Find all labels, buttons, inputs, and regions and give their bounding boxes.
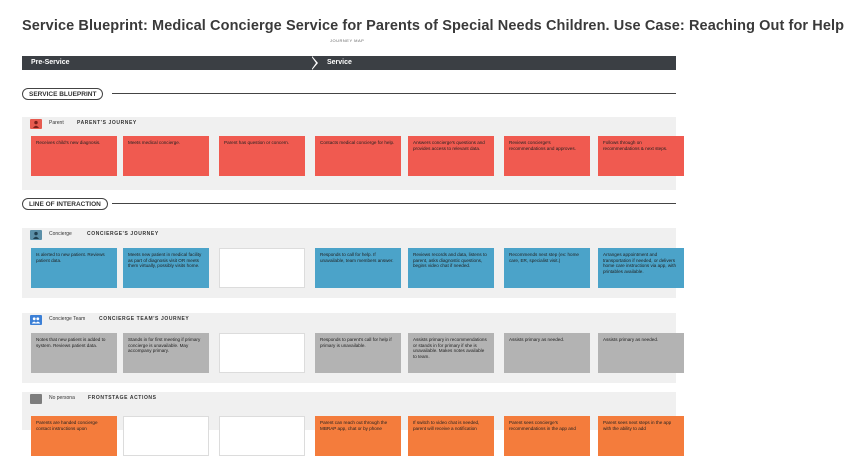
lane-concierge-team-journey <box>22 313 676 383</box>
lane-header <box>22 392 676 406</box>
phase-divider-chevron-inner <box>311 56 316 70</box>
lane-header <box>22 228 676 242</box>
page-title: Service Blueprint: Medical Concierge Service for Parents of Special Needs Children. Use Case: Reaching Out for Help <box>22 18 844 34</box>
team-group-icon <box>30 315 42 325</box>
section-label-service-blueprint: SERVICE BLUEPRINT <box>22 88 103 100</box>
journey-card[interactable]: Assists primary as needed. <box>504 333 590 373</box>
journey-card[interactable]: Notes that new patient is added to system. Reviews patient data. <box>31 333 117 373</box>
concierge-avatar-icon <box>30 230 42 240</box>
phase-pre-service[interactable] <box>22 56 312 70</box>
empty-card[interactable] <box>219 248 305 288</box>
journey-card[interactable]: Meets medical concierge. <box>123 136 209 176</box>
page-subtitle: JOURNEY MAP <box>330 38 365 43</box>
journey-card[interactable]: Receives child's new diagnosis. <box>31 136 117 176</box>
lane-parent-journey <box>22 117 676 190</box>
no-persona-icon <box>30 394 42 404</box>
lane-concierge-journey <box>22 228 676 298</box>
journey-card[interactable]: Assists primary in recommendations or stands in for primary if she is unavailable. Makes notes available to team. <box>408 333 494 373</box>
journey-card[interactable]: Meets new patient in medical facility as part of diagnosis visit OR meets them virtually, possibly visits home. <box>123 248 209 288</box>
lane-frontstage-actions <box>22 392 676 430</box>
phase-label: Pre-Service <box>31 59 70 66</box>
lane-persona-name: Concierge Team <box>49 316 86 322</box>
journey-card[interactable]: Parent has question or concern. <box>219 136 305 176</box>
lane-header <box>22 117 676 131</box>
journey-card[interactable]: Is alerted to new patient. Reviews patient data. <box>31 248 117 288</box>
lane-persona-name: No persona <box>49 395 75 401</box>
section-label-line-of-interaction: LINE OF INTERACTION <box>22 198 108 210</box>
phase-service[interactable] <box>318 56 676 70</box>
section-divider <box>112 203 676 204</box>
section-divider <box>112 93 676 94</box>
lane-persona-name: Concierge <box>49 231 72 237</box>
lane-persona-name: Parent <box>49 120 64 126</box>
lane-title: CONCIERGE TEAM'S JOURNEY <box>99 316 190 322</box>
phase-label: Service <box>327 59 352 66</box>
journey-card[interactable]: Reviews records and data, listens to parent, asks diagnostic questions, begins video chat if needed. <box>408 248 494 288</box>
journey-card[interactable]: Responds to call for help. If unavailable, team members answer. <box>315 248 401 288</box>
empty-card[interactable] <box>219 333 305 373</box>
lane-title: PARENT'S JOURNEY <box>77 120 137 126</box>
journey-card[interactable]: Assists primary as needed. <box>598 333 684 373</box>
lane-header <box>22 313 676 327</box>
journey-card[interactable]: Arranges appointment and transportation if needed, or delivers home care instructions via app, with printables available. <box>598 248 684 288</box>
journey-card[interactable]: Contacts medical concierge for help. <box>315 136 401 176</box>
journey-card[interactable]: Parent sees concierge's recommendations in the app and <box>504 416 590 456</box>
journey-card[interactable]: Follows through on recommendations & next steps. <box>598 136 684 176</box>
empty-card[interactable] <box>219 416 305 456</box>
journey-card[interactable]: Parent can reach out through the MBRAP app, chat or by phone <box>315 416 401 456</box>
journey-card[interactable]: Responds to parent's call for help if primary is unavailable. <box>315 333 401 373</box>
journey-card[interactable]: Recommends next step (ex: home care, ER, specialist visit.) <box>504 248 590 288</box>
lane-title: CONCIERGE'S JOURNEY <box>87 231 159 237</box>
phase-bar <box>22 56 676 70</box>
journey-card[interactable]: Reviews concierge's recommendations and approves. <box>504 136 590 176</box>
journey-card[interactable]: Stands in for first meeting if primary concierge is unavailable. May accompany primary. <box>123 333 209 373</box>
journey-card[interactable]: Parents are handed concierge contact instructions upon <box>31 416 117 456</box>
journey-card[interactable]: Answers concierge's questions and provides access to relevant data. <box>408 136 494 176</box>
parent-avatar-icon <box>30 119 42 129</box>
empty-card[interactable] <box>123 416 209 456</box>
lane-title: FRONTSTAGE ACTIONS <box>88 395 157 401</box>
journey-card[interactable]: Parent sees next steps in the app with the ability to add <box>598 416 684 456</box>
journey-card[interactable]: If switch to video chat is needed, parent will receive a notification <box>408 416 494 456</box>
